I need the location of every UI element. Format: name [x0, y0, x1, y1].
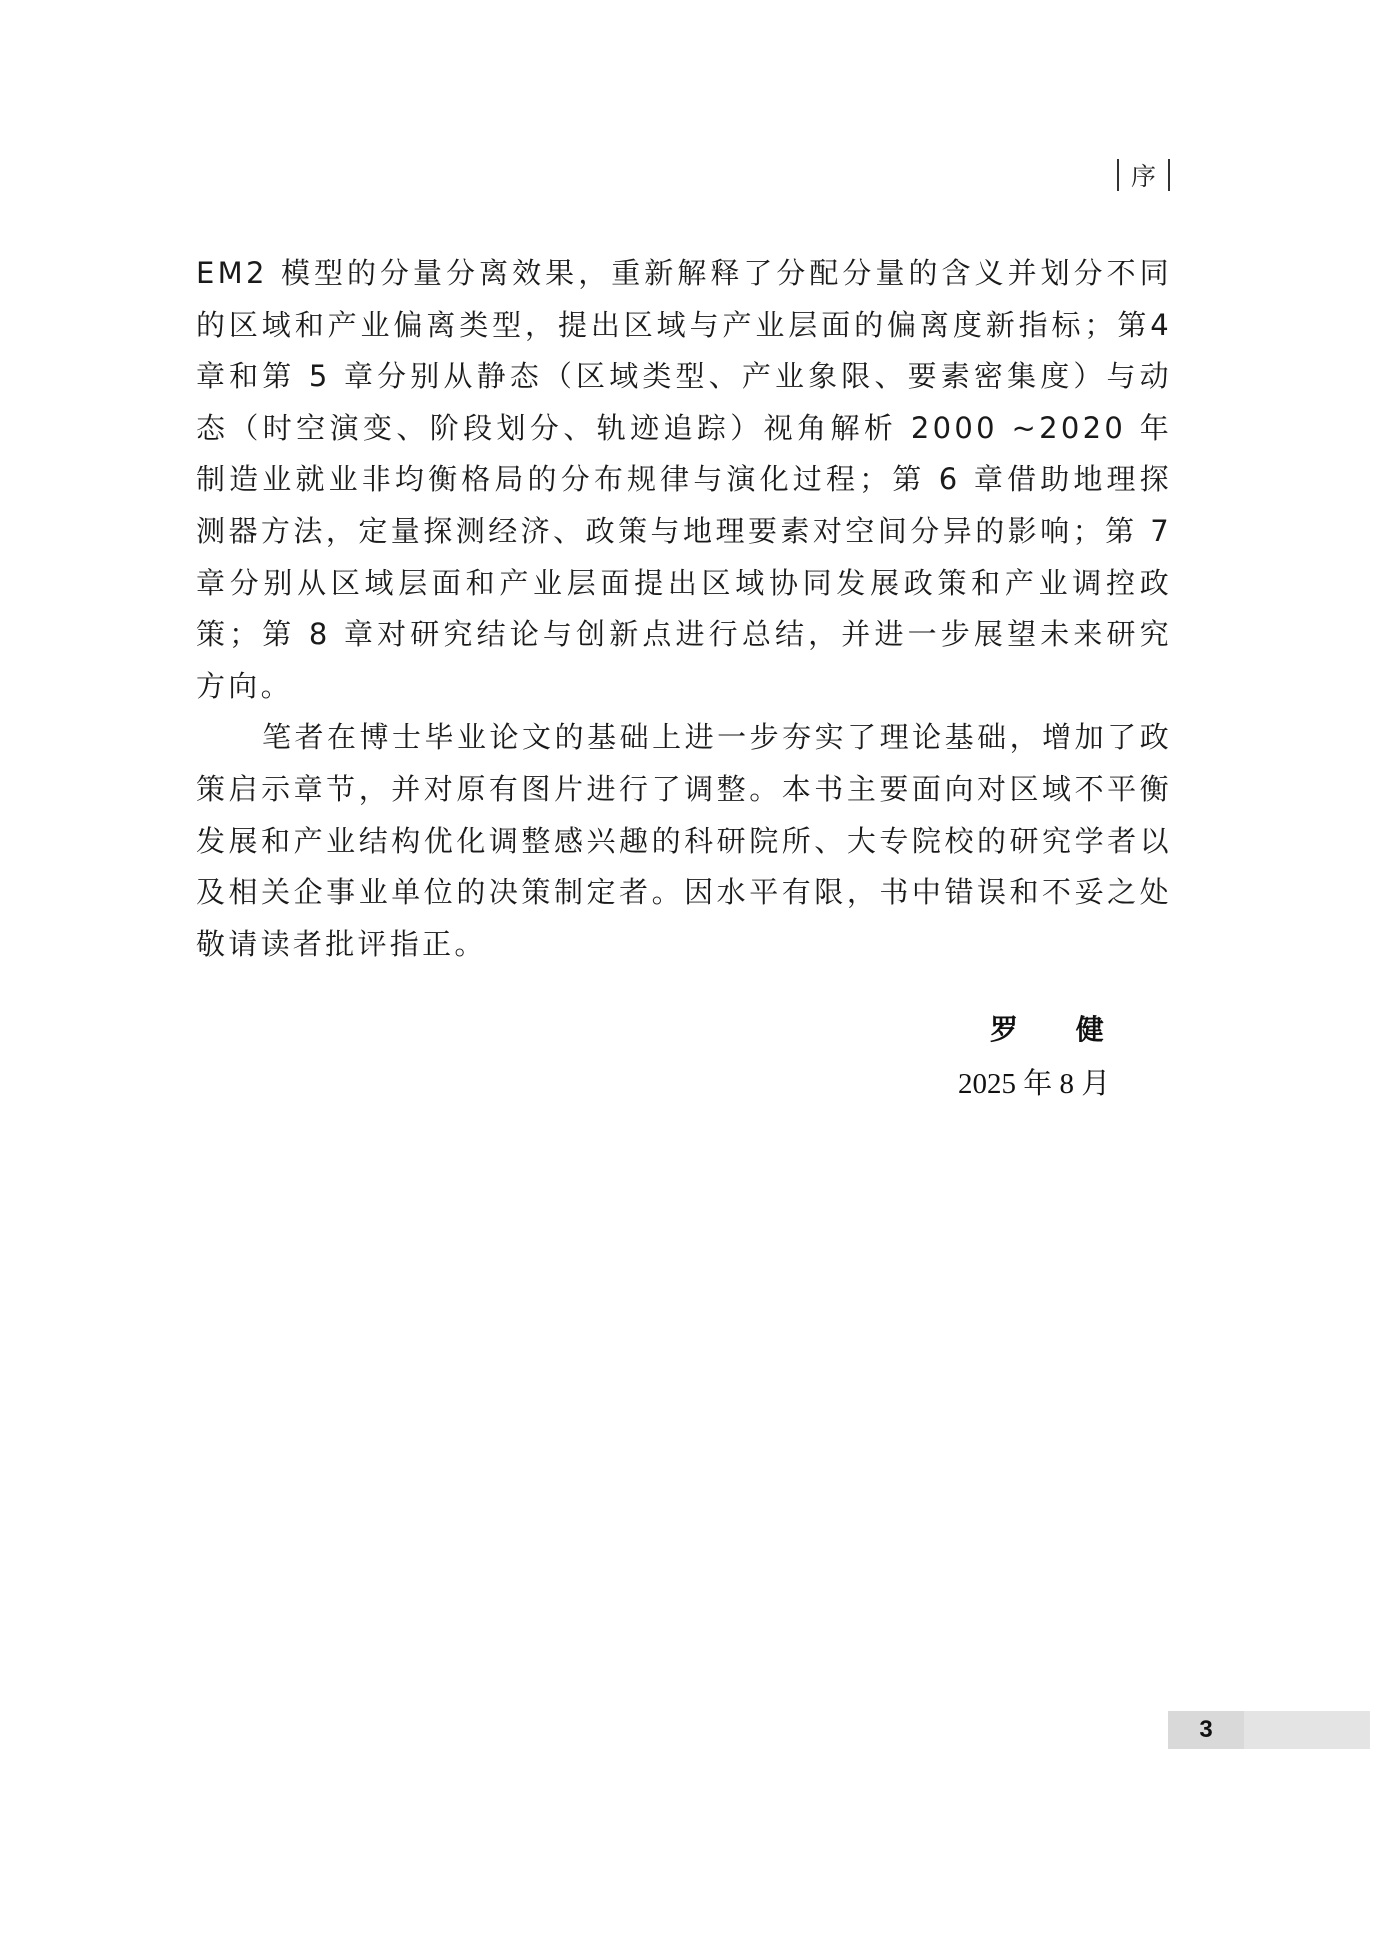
running-head-label: 序: [1130, 162, 1156, 191]
body-paragraph-2: 笔者在博士毕业论文的基础上进一步夯实了理论基础，增加了政策启示章节，并对原有图片进行了调整。本书主要面向对区域不平衡发展和产业结构优化调整感兴趣的科研院所、大专院校的研究学者以及相关企事业单位的决策制定者。因水平有限，书中错误和不妥之处敬请读者批评指正。: [196, 720, 1172, 961]
signature-author: 罗 健: [990, 1013, 1128, 1046]
running-head-right-rule: [1168, 159, 1170, 191]
body-text: [196, 248, 1172, 970]
body-paragraph-1: EM2 模型的分量分离效果，重新解释了分配分量的含义并划分不同的区域和产业偏离类型，提出区域与产业层面的偏离度新指标；第4 章和第 5 章分别从静态（区域类型、产业象限、要素密集度）与动态（时空演变、阶段划分、轨迹追踪）视角解析 2000 ~2020 年制造业就业非均衡格局的分布规律与演化过程；第 6 章借助地理探测器方法，定量探测经济、政策与地理要素对空间分异的影响；第 7 章分别从区域层面和产业层面提出区域协同发展政策和产业调控政策；第 8 章对研究结论与创新点进行总结，并进一步展望未来研究方向。: [196, 256, 1172, 703]
running-head: [1117, 158, 1170, 192]
page-number: 3: [1168, 1711, 1244, 1749]
page-number-tab: [1168, 1711, 1370, 1749]
signature-date: 2025 年 8 月: [958, 1068, 1111, 1100]
